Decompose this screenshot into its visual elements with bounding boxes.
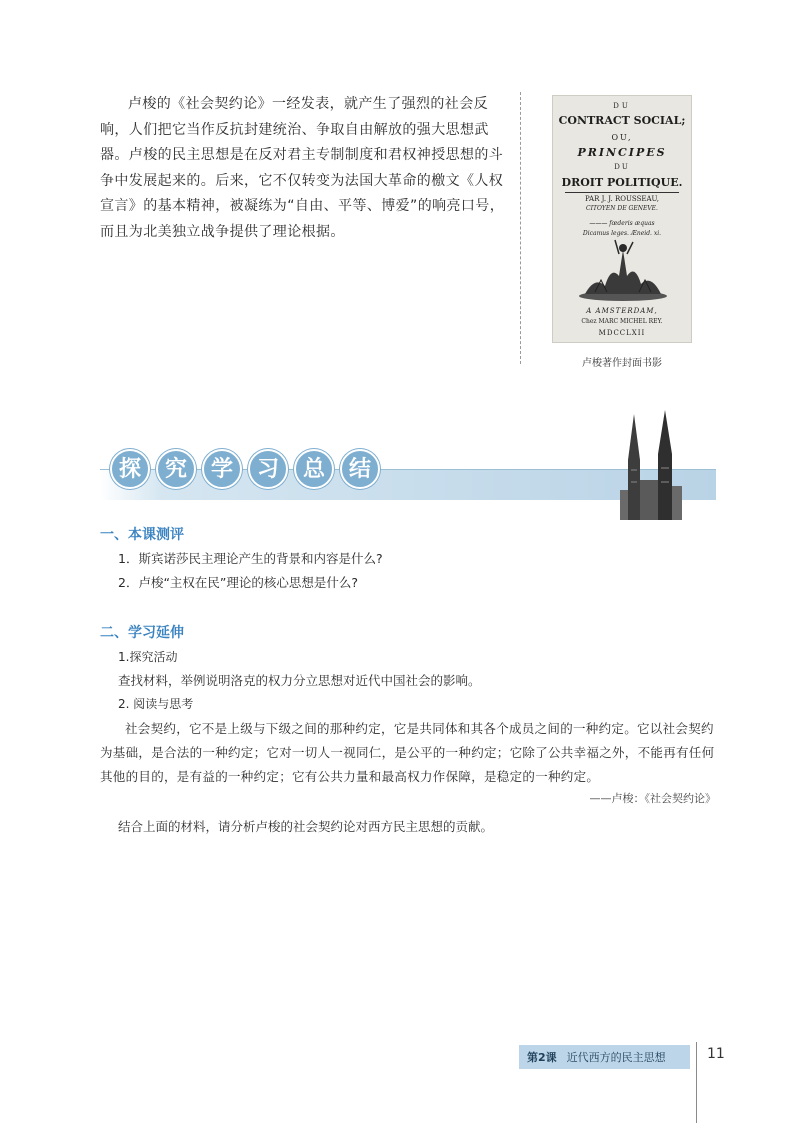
title-char: 结	[340, 449, 380, 489]
reading-title: 2. 阅读与思考	[118, 697, 194, 711]
image-caption: 卢梭著作封面书影	[582, 358, 662, 369]
dashed-divider	[520, 92, 521, 364]
book-cover-motto: Dicamus leges. Æneid. xi.	[582, 230, 662, 237]
book-cover-motto: ——— fœderis æquas	[589, 220, 655, 227]
allegory-engraving-icon	[575, 236, 671, 302]
page-number: 11	[707, 1046, 725, 1062]
activity-text: 查找材料，举例说明洛克的权力分立思想对近代中国社会的影响。	[118, 673, 481, 688]
analysis-prompt: 结合上面的材料，请分析卢梭的社会契约论对西方民主思想的贡献。	[118, 819, 494, 834]
assessment-question: 2．卢梭“主权在民”理论的核心思想是什么?	[118, 575, 359, 590]
activity-title: 1.探究活动	[118, 650, 178, 664]
section2-heading: 二、学习延伸	[100, 625, 184, 641]
book-cover-line: OU,	[611, 133, 633, 142]
title-char: 习	[248, 449, 288, 489]
book-cover-line: CONTRACT SOCIAL;	[558, 114, 686, 127]
reading-quote: 社会契约，它不是上级与下级之间的那种约定，它是共同体和其各个成员之间的一种约定。它以社会契约为基础，是合法的一种约定；它对一切人一视同仁，是公平的一种约定；它除了公共幸福之外，不能再有任何其他的目的，是有益的一种约定；它有公共力量和最高权力作保障，是稳定的一种约定。	[100, 721, 715, 784]
book-cover-rule	[565, 192, 679, 193]
book-cover-publisher: Chez MARC MICHEL REY.	[581, 318, 663, 325]
section-title	[110, 449, 380, 491]
title-char: 究	[156, 449, 196, 489]
book-cover-line: DU	[613, 102, 631, 110]
lesson-number: 第2课	[527, 1051, 557, 1064]
quote-citation: ——卢梭：《社会契约论》	[589, 792, 716, 805]
page-divider	[696, 1042, 697, 1123]
book-cover-year: MDCCLXII	[598, 329, 646, 337]
lesson-title: 近代西方的民主思想	[566, 1051, 666, 1064]
book-cover-citizen: CITOYEN DE GENEVE.	[586, 205, 658, 212]
section1-heading: 一、本课测评	[100, 527, 184, 543]
intro-paragraph: 卢梭的《社会契约论》一经发表，就产生了强烈的社会反响，人们把它当作反抗封建统治、争取自由解放的强大思想武器。卢梭的民主思想是在反对君主专制制度和君权神授思想的斗争中发展起来的。后来，它不仅转变为法国大革命的檄文《人权宣言》的基本精神，被凝练为“自由、平等、博爱”的响亮口号，而且为北美独立战争提供了理论根据。	[100, 96, 505, 240]
title-char: 总	[294, 449, 334, 489]
book-cover-city: A AMSTERDAM,	[586, 307, 658, 315]
book-cover-image	[552, 95, 692, 343]
book-cover-author: PAR J. J. ROUSSEAU,	[584, 195, 660, 203]
book-cover-line: DROIT POLITIQUE.	[561, 176, 683, 189]
title-char: 学	[202, 449, 242, 489]
cathedral-icon	[612, 410, 690, 520]
book-cover-line: DU	[614, 163, 630, 171]
book-cover-line: PRINCIPES	[577, 146, 667, 159]
footer-bar	[519, 1045, 690, 1069]
assessment-question: 1．斯宾诺莎民主理论产生的背景和内容是什么?	[118, 551, 383, 566]
title-char: 探	[110, 449, 150, 489]
